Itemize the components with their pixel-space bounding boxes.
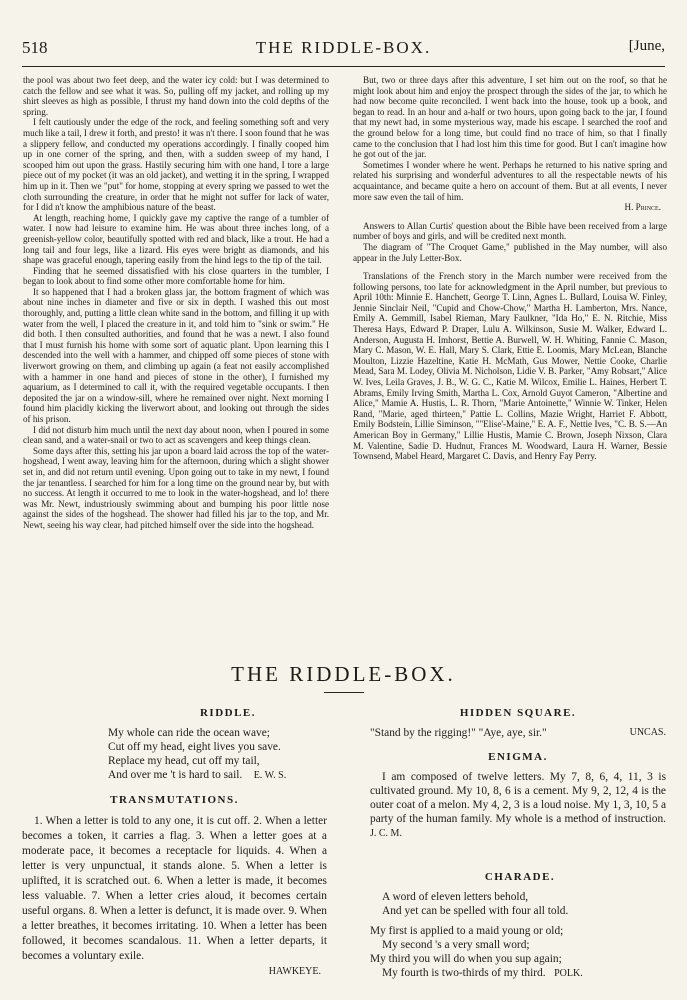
hidden-square-row [370,726,666,740]
charade-section [370,870,670,981]
charade-line: My second 's a very small word; [382,939,530,951]
page-header [22,38,665,62]
riddle-line: My whole can ride the ocean wave; [108,727,270,739]
enigma-title: ENIGMA. [488,751,548,763]
transmutations-title: TRANSMUTATIONS. [110,794,239,806]
enigma-body: I am composed of twelve letters. My 7, 8, 6, 4, 11, 3 is cultivated ground. My 10, 8, 6 is a cement. My 9, 2, 12, 4 is the outer coat of a melon. My 4, 2, 3 is a loud noise. My 1, 3, 10, 5 a party of the human family. My whole is a method of instruction. [370,771,666,825]
riddle-line: Replace my head, cut off my tail, [108,755,260,767]
story-paragraph: I felt cautiously under the edge of the rock, and feeling something soft and very much like a tail, I drew it forth, and presto! it was n't there. I soon found that he was a slippery fellow, and conducted my operations accordingly. I finally cooped him up in one corner of the spring, and then, with a sudden sweep of my hand, I scooped him out upon the grass. Hastily securing him with one hand, I tore a large piece out of my pocket (it was an old jacket), and wetting it in the spring, I wrapped him up in it. Then we "put" for home, stopping at every spring we passed to wet the cloth surrounding the creature, in order that he might not suffer for lack of water, for I did n't know the amphibious nature of the beast. [23,117,329,213]
riddle-box-heading: THE RIDDLE-BOX. [231,662,456,686]
header-rule [22,66,665,67]
right-column [353,75,667,462]
story-paragraph: Sometimes I wonder where he went. Perhaps he returned to his native spring and related his surprising and wonderful adventures to all the respectable newts of his acquaintance, and became quite a hero on account of them. But at all events, I never more saw even the tail of him. [353,159,667,202]
charade-author: POLK. [554,968,583,979]
running-month: [June, [628,38,665,54]
riddle-section [108,706,348,783]
riddle-title: RIDDLE. [199,707,257,719]
charade-line: My fourth is two-thirds of my third. [382,967,546,979]
transmutations-author: HAWKEYE. [268,966,321,977]
story-paragraph: Some days after this, setting his jar upon a board laid across the top of the water-hogshead, I went away, leaving him for the afternoon, during which a slight shower set in, and did not return until evening. Upon going out to take in my newt, I found the jar tenantless. I searched for him for a long time on the ground near by, but with no success. At length it occurred to me to look in the water-hogshead, and lo! there was Mr. Newt, industriously swimming about and bumping his poor little nose against the sides of the hogshead. The shower had filled his jar to the top, and Mr. Newt, seeing his way clear, had pitched himself over the side into the hogshead. [23,445,329,530]
charade-line: A word of eleven letters behold, [382,891,529,903]
heading-rule [324,692,364,693]
story-paragraph: Finding that he seemed dissatisfied with his close quarters in the tumbler, I began to look about to find some other more comfortable home for him. [23,265,329,287]
left-column [23,75,329,531]
enigma-text [370,770,666,841]
hidden-square-text: "Stand by the rigging!" "Aye, aye, sir." [370,727,547,739]
hidden-square-section [370,706,666,740]
story-paragraph: It so happened that I had a broken glass jar, the bottom fragment of which was about nine inches in diameter and five or six in depth. I washed this out most thoroughly, and, putting a little clean white sand in the bottom, and filling it up with water from the well, I placed the creature in it, and told him to "sink or swim." He did both. I then consulted authorities, and found that he was a newt. I also found that I must furnish his home with some sort of aquatic plant. Upon learning this I descended into the well with a hammer, and chipped off some pieces of stone with liverwort growing on them, and climbing up again (a feat not easily accomplished with a hammer in one hand and pieces of stone in the other), I furnished my aquarium, as I determined to call it, with the required vegetable occupants. I then deposited the jar on a window-sill, where he remained over night. Next morning I found him placidly kicking the liverwort about, and looking out through the sides of his prison. [23,286,329,424]
riddle-author: E. W. S. [253,770,287,781]
enigma-author: J. C. M. [370,828,402,839]
riddle-line: And over me 't is hard to sail. [108,769,243,781]
page-number: 518 [22,38,48,57]
riddle-line: Cut off my head, eight lives you save. [108,741,281,753]
charade-line: My third you will do when you sup again; [370,953,562,965]
story-signature: H. Prince. [624,202,661,213]
charade-line: My first is applied to a maid young or old; [370,925,564,937]
charade-line: And yet can be spelled with four all told. [382,905,569,917]
croquet-note: The diagram of "The Croquet Game," published in the May number, will also appear in the July Letter-Box. [353,241,667,263]
transmutations-section [22,793,327,979]
story-paragraph: I did not disturb him much until the next day about noon, when I poured in some clean sand, and a water-snail or two to act as scavengers and keep things clean. [23,424,329,446]
hidden-square-title: HIDDEN SQUARE. [459,707,577,719]
hidden-square-author: UNCAS. [629,727,666,738]
story-paragraph: At length, reaching home, I quickly gave my captive the range of a tumbler of water. I now had leisure to examine him. He was about three inches long, of a greenish-yellow color, beautifully spotted with red and black, like a trout. He had a long tail and four legs, like a lizard. His eyes were bright as diamonds, and his shape was graceful enough, tapering easily from the hind legs to the tip of the tail. [23,212,329,266]
enigma-section [370,750,666,841]
charade-title: CHARADE. [484,871,556,883]
story-paragraph: But, two or three days after this adventure, I set him out on the roof, so that he might look about him and enjoy the prospect through the sides of the jar, to which he had now become quite reconciled. I went back into the house, took up a book, and began to read. In an hour and a-half or two hours, upon going back to the jar, I found that my newt had, in some mysterious way, made his escape. I searched the roof and the ground below for a long time, but could find no trace of him, so that I finally came to the conclusion that I had lost him this time for good. But I can't imagine how he got out of the jar. [353,75,667,160]
running-title: THE RIDDLE-BOX. [255,38,432,57]
translations-note: Translations of the French story in the March number were received from the following persons, too late for acknowledgment in the April number, but previous to April 10th: Minnie E. Hanchett, George T. Linn, Agnes L. Bullard, Louisa W. Finley, Jennie Sinclair Neil, "Cupid and Chow-Chow," Martha H. Lamberton, Mrs. Nance, Emily A. Gemmill, Isabel Rieman, Mary Faulkner, "Ida Ho," E. N. Ritchie, Miss Theresa Hays, Edward P. Draper, Lulu A. Wilkinson, Susie M. Walker, Edward L. Anderson, Augusta H. Imhorst, Bettie A. Burwell, W. H. Whiting, Fannie C. Mason, Mary C. Mason, W. E. Hall, Mary S. Clark, Ettie E. Loomis, Mary McLean, Blanche Moulton, Lizzie Hazeltine, Katie H. McMath, Gus Mower, Nettie Cooke, Charlie Mead, Sara M. Lodey, Olivia M. Nicholson, Lidie V. B. Parker, "Amy Robsart," Alice W. Ives, Leila Graves, J. B., W. G. C., Katie M. Wilcox, Emilie L. Haines, Herbert T. Abrams, Emily Irving Smith, Martha L. Cox, Arnold Guyot Cameron, "Albertine and Alice," Mamie A. Hustis, L. R. Thorn, "Marie Antoinette," Winnie W. Tinker, Helen Rand, "Marie, aged thirteen," Pattie L. Collins, Mazie Wright, Harriet F. Abbott, Emily Bodstein, Lillie Siminson, ""Elise'-Maine," E. A. F., Nettie Ives, "C. B. S.—An American Boy in Germany," Lillie Hustis, Mamie C. Brown, Joseph Nixson, Clara M. Valentine, Sadie D. Hudnut, Frances M. Woodward, Laura H. Warner, Bessie Townsend, Mabel Heard, Margaret C. Davis, and Henry Fay Perry. [353,271,667,462]
answers-note: Answers to Allan Curtis' question about the Bible have been received from a large number of boys and girls, and will be credited next month. [353,220,667,242]
story-paragraph: the pool was about two feet deep, and the water icy cold: but I was determined to catch the fellow and see what it was. So, pulling off my jacket, and rolling up my shirt sleeves as high as possible, I thrust my hand down into the cold depths of the spring. [23,75,329,117]
charade-line-last [370,966,670,981]
transmutations-text: 1. When a letter is told to any one, it is cut off. 2. When a letter becomes a token, it carries a flag. 3. When a letter goes at a moderate pace, it becomes a receptacle for liquids. 4. When a letter is very unpunctual, it stands alone. 5. When a letter is uplifted, it is scratched out. 6. When a letter is made, it becomes less valuable. 7. When a letter cries aloud, it becomes certain useful organs. 8. When a letter is defunct, it is made over. 9. When a letter breathes, it becomes irritating. 10. When a letter has been followed, it becomes scandalous. 11. When a letter departs, it becomes a voluntary exile. [22,815,327,962]
riddle-line-last [108,768,348,783]
